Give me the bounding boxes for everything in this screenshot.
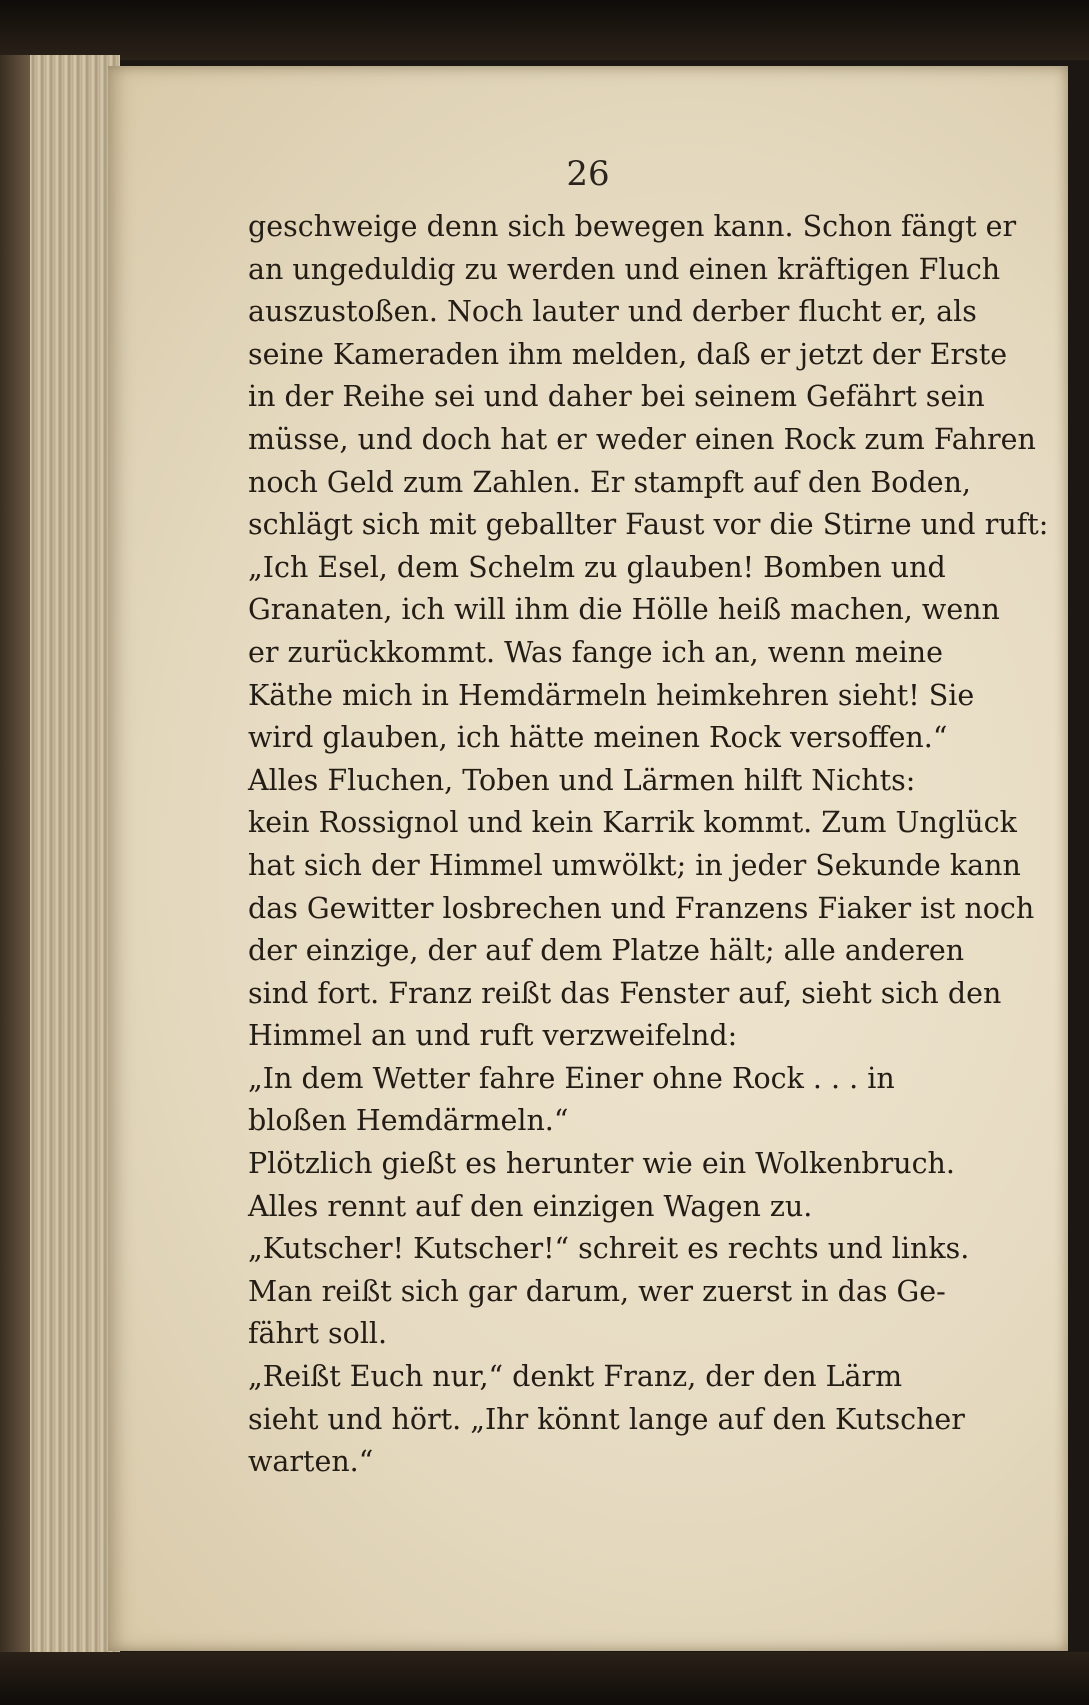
text-line: kein Rossignol und kein Karrik kommt. Zum Unglück	[248, 806, 1017, 840]
book-spine-shadow	[0, 55, 30, 1655]
text-line: Man reißt sich gar darum, wer zuerst in das Ge-	[248, 1274, 946, 1308]
book-page	[108, 66, 1068, 1651]
text-line: Plötzlich gießt es herunter wie ein Wolkenbruch.	[248, 1147, 955, 1181]
page-number: 26	[566, 154, 610, 194]
text-line: in der Reihe sei und daher bei seinem Gefährt sein	[248, 380, 985, 414]
background-top	[0, 0, 1089, 60]
text-line: noch Geld zum Zahlen. Er stampft auf den Boden,	[248, 465, 971, 499]
text-line: seine Kameraden ihm melden, daß er jetzt der Erste	[248, 337, 1008, 371]
text-line: wird glauben, ich hätte meinen Rock versoffen.“	[248, 721, 948, 755]
text-line: Himmel an und ruft verzweifelnd:	[248, 1019, 738, 1053]
text-line: „In dem Wetter fahre Einer ohne Rock . . . in	[248, 1061, 895, 1095]
text-line: fährt soll.	[248, 1317, 388, 1351]
text-line: „Kutscher! Kutscher!“ schreit es rechts und links.	[248, 1232, 970, 1266]
text-line: Käthe mich in Hemdärmeln heimkehren sieht! Sie	[248, 678, 975, 712]
text-line: sieht und hört. „Ihr könnt lange auf den Kutscher	[248, 1402, 965, 1436]
text-line: Alles Fluchen, Toben und Lärmen hilft Nichts:	[248, 763, 916, 797]
text-line: auszustoßen. Noch lauter und derber flucht er, als	[248, 295, 977, 329]
text-line: Alles rennt auf den einzigen Wagen zu.	[248, 1189, 813, 1223]
text-line: an ungeduldig zu werden und einen kräftigen Fluch	[248, 252, 1001, 286]
text-line: „Reißt Euch nur,“ denkt Franz, der den Lärm	[248, 1360, 903, 1394]
page-body-text	[248, 206, 1068, 1484]
text-line: schlägt sich mit geballter Faust vor die Stirne und ruft:	[248, 508, 1049, 542]
text-line: Granaten, ich will ihm die Hölle heiß machen, wenn	[248, 593, 1000, 627]
text-line: er zurückkommt. Was fange ich an, wenn meine	[248, 635, 943, 669]
text-line: bloßen Hemdärmeln.“	[248, 1104, 569, 1138]
text-line: geschweige denn sich bewegen kann. Schon fängt er	[248, 210, 1017, 243]
text-line: hat sich der Himmel umwölkt; in jeder Sekunde kann	[248, 848, 1021, 882]
text-line: sind fort. Franz reißt das Fenster auf, sieht sich den	[248, 976, 1002, 1010]
text-line: der einzige, der auf dem Platze hält; alle anderen	[248, 934, 965, 968]
text-line: das Gewitter losbrechen und Franzens Fiaker ist noch	[248, 891, 1035, 925]
text-line: warten.“	[248, 1445, 374, 1479]
background-bottom	[0, 1652, 1089, 1705]
text-line: müsse, und doch hat er weder einen Rock zum Fahren	[248, 422, 1036, 456]
text-line: „Ich Esel, dem Schelm zu glauben! Bomben und	[248, 550, 946, 584]
